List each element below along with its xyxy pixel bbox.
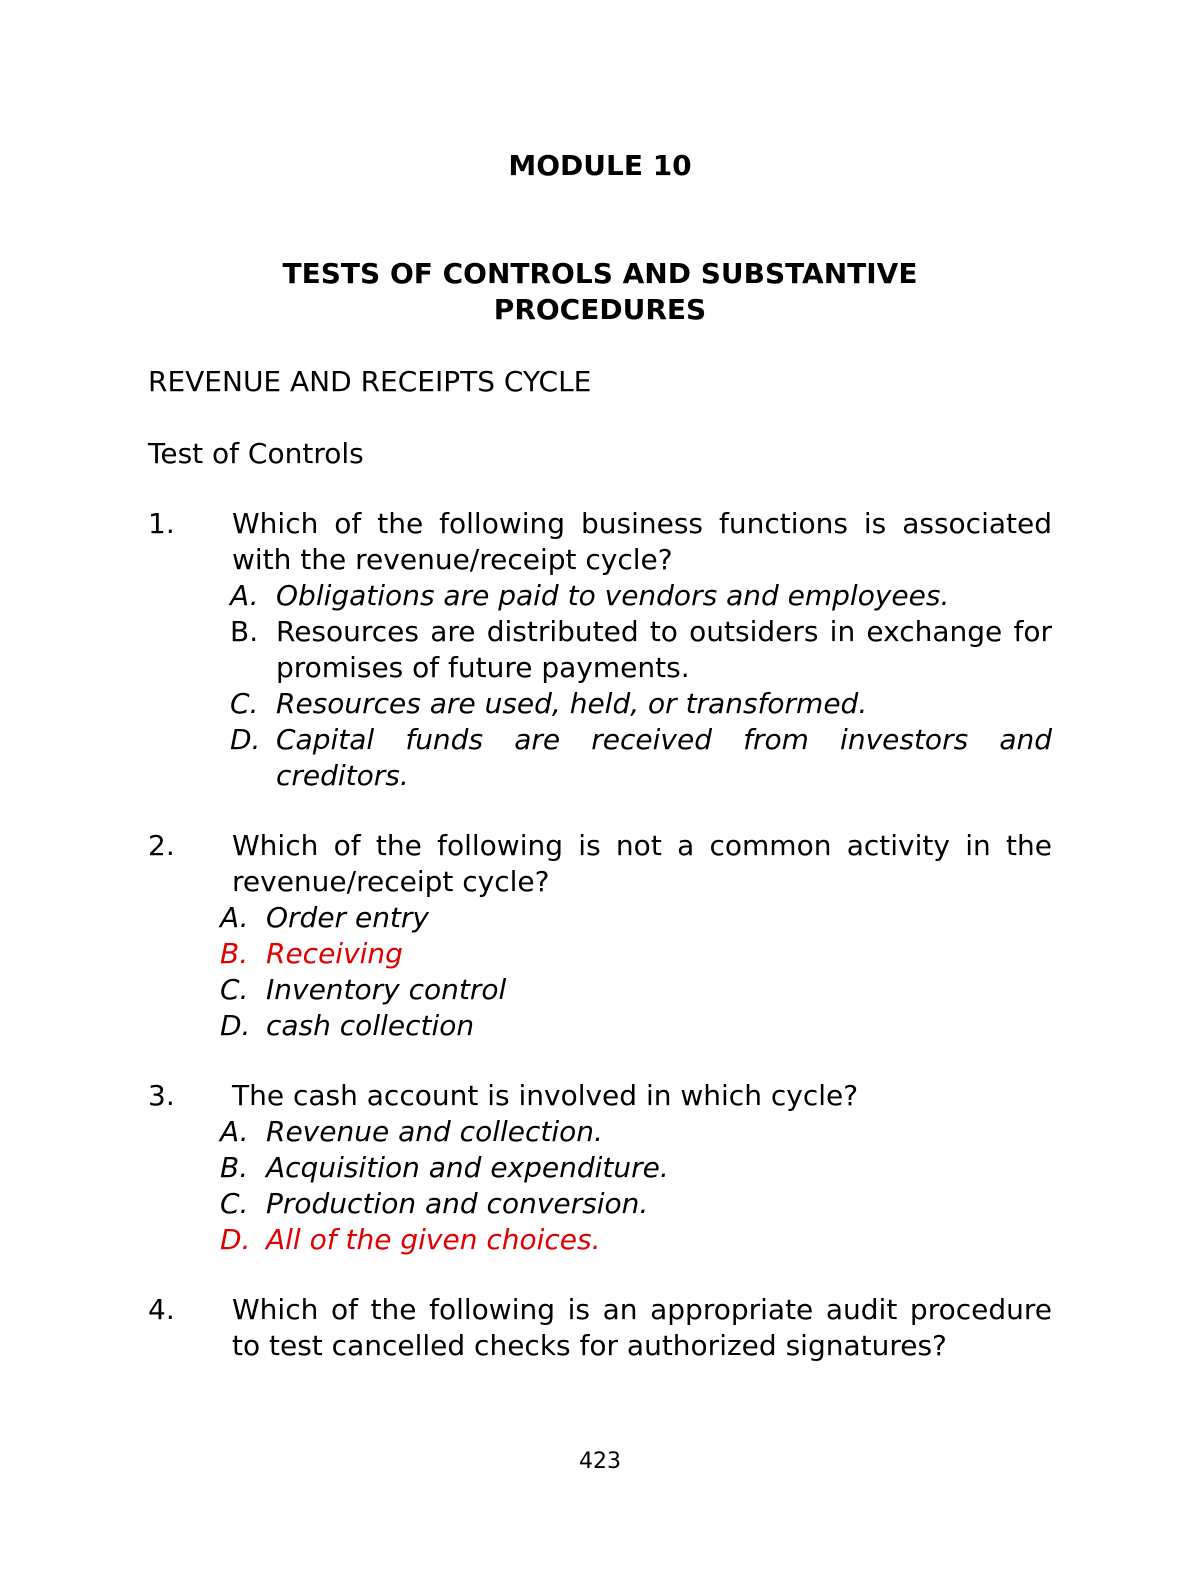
option-text: Capital funds are received from investors and creditors. bbox=[276, 723, 1052, 792]
question-text: Which of the following business functions is associated with the revenue/receipt cycle? bbox=[232, 507, 1052, 576]
question-text: Which of the following is an appropriate audit procedure to test cancelled checks for authorized signatures? bbox=[232, 1293, 1052, 1362]
option-letter: C. bbox=[220, 1187, 249, 1220]
option-letter: C. bbox=[220, 973, 249, 1006]
option-letter: B. bbox=[230, 615, 259, 648]
option-text: All of the given choices. bbox=[266, 1223, 601, 1256]
question-text: Which of the following is not a common activity in the revenue/receipt cycle? bbox=[232, 829, 1052, 898]
option-d bbox=[230, 722, 1052, 794]
question-1 bbox=[148, 506, 1052, 794]
question-number: 1. bbox=[148, 507, 175, 540]
option-c bbox=[220, 972, 1052, 1008]
option-list bbox=[148, 1114, 1052, 1258]
option-d bbox=[220, 1008, 1052, 1044]
option-a bbox=[230, 578, 1052, 614]
question-number: 3. bbox=[148, 1079, 175, 1112]
option-list bbox=[148, 578, 1052, 794]
option-text: Revenue and collection. bbox=[266, 1115, 603, 1148]
option-letter: B. bbox=[220, 1151, 249, 1184]
module-title: MODULE 10 bbox=[508, 149, 692, 182]
option-b bbox=[220, 1150, 1052, 1186]
question-number: 2. bbox=[148, 829, 175, 862]
option-b bbox=[230, 614, 1052, 686]
option-letter: D. bbox=[220, 1223, 251, 1256]
section-heading: Test of Controls bbox=[148, 437, 364, 470]
option-text: cash collection bbox=[266, 1009, 475, 1042]
option-letter: A. bbox=[230, 579, 259, 612]
question-text: The cash account is involved in which cycle? bbox=[232, 1079, 859, 1112]
subtitle-line-2: PROCEDURES bbox=[493, 293, 707, 326]
option-a bbox=[220, 1114, 1052, 1150]
option-text: Resources are distributed to outsiders in exchange for promises of future payments. bbox=[276, 615, 1052, 684]
option-text: Acquisition and expenditure. bbox=[266, 1151, 669, 1184]
question-4 bbox=[148, 1292, 1052, 1364]
option-list bbox=[148, 900, 1052, 1044]
option-text: Obligations are paid to vendors and employees. bbox=[276, 579, 950, 612]
question-number: 4. bbox=[148, 1293, 175, 1326]
option-letter: B. bbox=[220, 937, 249, 970]
option-letter: C. bbox=[230, 687, 259, 720]
option-letter: A. bbox=[220, 1115, 249, 1148]
option-text: Resources are used, held, or transformed. bbox=[276, 687, 868, 720]
option-text: Production and conversion. bbox=[266, 1187, 649, 1220]
question-2 bbox=[148, 828, 1052, 1044]
subtitle-line-1: TESTS OF CONTROLS AND SUBSTANTIVE bbox=[282, 257, 918, 290]
option-text: Receiving bbox=[266, 937, 403, 970]
option-text: Order entry bbox=[266, 901, 429, 934]
option-b-correct-answer bbox=[220, 936, 1052, 972]
option-c bbox=[220, 1186, 1052, 1222]
option-letter: D. bbox=[230, 723, 261, 756]
question-3 bbox=[148, 1078, 1052, 1258]
option-c bbox=[230, 686, 1052, 722]
option-letter: A. bbox=[220, 901, 249, 934]
page-number: 423 bbox=[579, 1449, 621, 1474]
option-a bbox=[220, 900, 1052, 936]
option-d-correct-answer bbox=[220, 1222, 1052, 1258]
cycle-heading: REVENUE AND RECEIPTS CYCLE bbox=[148, 365, 592, 398]
option-text: Inventory control bbox=[266, 973, 507, 1006]
option-letter: D. bbox=[220, 1009, 251, 1042]
